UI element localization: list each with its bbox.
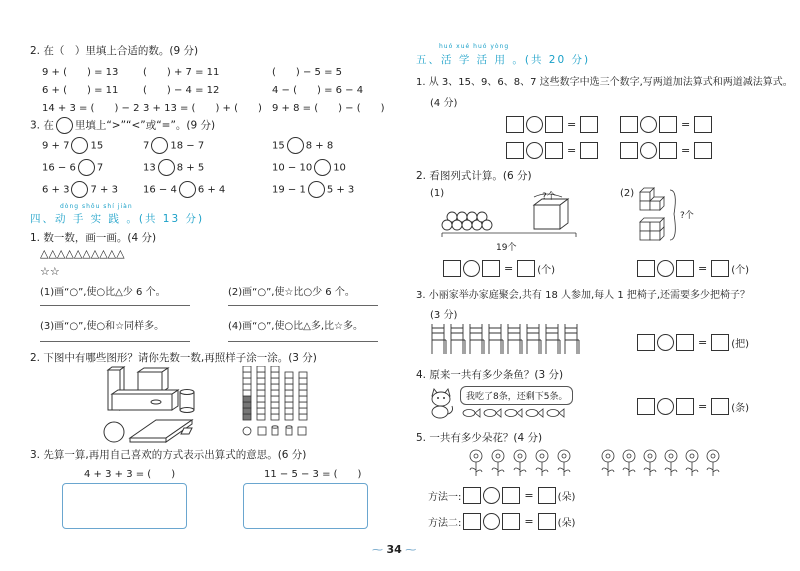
blank-equation[interactable]: =: [620, 142, 712, 159]
r-question-2-title: 2. 看图列式计算。(6 分): [416, 170, 532, 182]
question-3-title: [30, 117, 215, 134]
blank-equation[interactable]: = (条): [637, 398, 749, 415]
flowers-left-illustration: [468, 448, 588, 478]
blank-equation[interactable]: = (个): [443, 260, 555, 277]
compare-right: 15: [90, 140, 104, 152]
compare-left: 19 − 1: [272, 184, 306, 196]
answer-line[interactable]: [40, 305, 190, 306]
q2-row-1-col-2: ( ) + 7 = 11: [143, 67, 220, 78]
method-2-label: 方法二:: [428, 518, 462, 529]
q3-title-tail: 里填上“>”“<”或“=”。(9 分): [74, 119, 216, 132]
s4q3-equation-2: 11 − 5 − 3 = ( ): [264, 469, 362, 480]
q2-row-1-col-3: ( ) − 5 = 5: [272, 67, 342, 78]
r-question-4-title: 4. 原来一共有多少条鱼？(3 分): [416, 369, 564, 381]
blank-equation[interactable]: = (个): [637, 260, 749, 277]
chairs-illustration: [428, 322, 588, 358]
unit-label: (条): [731, 403, 750, 414]
star-row: ☆☆: [40, 265, 60, 278]
answer-circle[interactable]: [287, 137, 304, 154]
blank-equation[interactable]: =: [506, 142, 598, 159]
r-q2-part-2-label: (2): [620, 188, 635, 199]
compare-left: 7: [143, 140, 150, 152]
q2-row-3-col-1: 14 + 3 = ( ) − 2: [42, 103, 140, 114]
section-5-pinyin: huó xué huó yòng: [439, 43, 510, 50]
speech-bubble: 我吃了8条，还剩下5条。: [460, 386, 573, 405]
s4q1-sub-3: (3)画“○”,使○和☆同样多。: [40, 321, 165, 332]
answer-box[interactable]: [243, 483, 368, 529]
section-5-title: 五、活 学 活 用 。(共 20 分): [416, 54, 591, 66]
r-q2-part-1-label: (1): [430, 188, 445, 199]
page-number: ⁓ 34 ⁓: [372, 543, 417, 556]
answer-line[interactable]: [228, 341, 378, 342]
bar-coloring-illustration: [240, 366, 312, 438]
cubes-illustration: [634, 186, 680, 246]
r-q2-total-label: 19个: [496, 243, 517, 253]
blank-equation[interactable]: =: [620, 116, 712, 133]
method-1-label: 方法一:: [428, 492, 462, 503]
section-4-title: 四、动 手 实 践 。(共 13 分): [30, 213, 205, 225]
s4q1-sub-4: (4)画“○”,使○比△多,比☆多。: [228, 321, 363, 332]
unit-label: (朵): [557, 492, 576, 503]
s4-question-1-title: 1. 数一数，画一画。(4 分): [30, 232, 157, 244]
r-question-3-title: 3. 小丽家举办家庭聚会,共有 18 人参加,每人 1 把椅子,还需要多少把椅子？: [416, 290, 751, 301]
s4q3-equation-1: 4 + 3 + 3 = ( ): [84, 469, 176, 480]
r-q3-score: (3 分): [430, 310, 458, 321]
section-4-pinyin: dòng shǒu shí jiàn: [60, 203, 133, 210]
answer-circle[interactable]: [308, 181, 325, 198]
q2-row-2-col-1: 6 + ( ) = 11: [42, 85, 119, 96]
method-1-row[interactable]: 方法一: = (朵): [428, 489, 576, 503]
answer-box[interactable]: [62, 483, 187, 529]
compare-right: 8 + 8: [305, 140, 334, 152]
apples-and-box-illustration: [436, 193, 586, 245]
triangle-row: △△△△△△△△△△: [40, 247, 125, 260]
q2-row-3-col-2: 3 + 13 = ( ) + ( ): [143, 103, 262, 114]
circle-icon: [56, 117, 73, 134]
q2-row-3-col-3: 9 + 8 = ( ) − ( ): [272, 103, 385, 114]
r-q2-unknown-2: ?个: [680, 211, 694, 221]
compare-right: 18 − 7: [170, 140, 205, 152]
compare-left: 16 − 4: [143, 184, 177, 196]
compare-left: 10 − 10: [272, 162, 313, 174]
fish-row-illustration: [458, 406, 568, 420]
answer-circle[interactable]: [158, 159, 175, 176]
r-q2-unknown-1: ?个: [542, 192, 556, 202]
unit-label: (个): [731, 265, 750, 276]
method-2-row[interactable]: 方法二: = (朵): [428, 515, 576, 529]
r-question-1-title: 1. 从 3、15、9、6、8、7 这些数字中选三个数字,写两道加法算式和两道减法算式。: [416, 77, 793, 88]
q3-title-head: 3. 在: [30, 119, 54, 132]
unit-label: (个): [537, 265, 556, 276]
compare-right: 7 + 3: [90, 184, 118, 196]
blank-equation[interactable]: = (把): [637, 334, 749, 351]
answer-line[interactable]: [228, 305, 378, 306]
compare-left: 9 + 7: [42, 140, 70, 152]
answer-circle[interactable]: [314, 159, 331, 176]
shapes-illustration: [100, 366, 205, 446]
q2-row-2-col-2: ( ) − 4 = 12: [143, 85, 220, 96]
compare-left: 13: [143, 162, 156, 174]
answer-line[interactable]: [40, 341, 190, 342]
q2-row-2-col-3: 4 − ( ) = 6 − 4: [272, 85, 364, 96]
s4-question-3-title: 3. 先算一算,再用自己喜欢的方式表示出算式的意思。(6 分): [30, 449, 307, 461]
compare-right: 10: [333, 162, 346, 174]
answer-circle[interactable]: [71, 137, 88, 154]
answer-circle[interactable]: [151, 137, 168, 154]
compare-right: 6 + 4: [197, 184, 226, 196]
s4q1-sub-2: (2)画“○”,使☆比○少 6 个。: [228, 287, 355, 298]
q2-row-1-col-1: 9 + ( ) = 13: [42, 67, 119, 78]
flowers-right-illustration: [600, 448, 730, 478]
compare-left: 15: [272, 140, 285, 152]
blank-equation[interactable]: =: [506, 116, 598, 133]
unit-label: (朵): [557, 518, 576, 529]
compare-right: 5 + 3: [326, 184, 355, 196]
s4q1-sub-1: (1)画“○”,使○比△少 6 个。: [40, 287, 166, 298]
cat-icon: [426, 386, 456, 420]
answer-circle[interactable]: [71, 181, 88, 198]
compare-right: 8 + 5: [176, 162, 205, 174]
answer-circle[interactable]: [179, 181, 196, 198]
question-2-title: 2. 在（ ）里填上合适的数。(9 分): [30, 45, 199, 57]
r-question-5-title: 5. 一共有多少朵花？(4 分): [416, 432, 543, 444]
compare-right: 7: [96, 162, 104, 174]
unit-label: (把): [731, 339, 750, 350]
compare-left: 16 − 6: [42, 162, 76, 174]
answer-circle[interactable]: [78, 159, 95, 176]
s4-question-2-title: 2. 下图中有哪些图形？请你先数一数,再照样子涂一涂。(3 分): [30, 352, 317, 364]
compare-left: 6 + 3: [42, 184, 70, 196]
r-q1-score: (4 分): [430, 98, 458, 109]
